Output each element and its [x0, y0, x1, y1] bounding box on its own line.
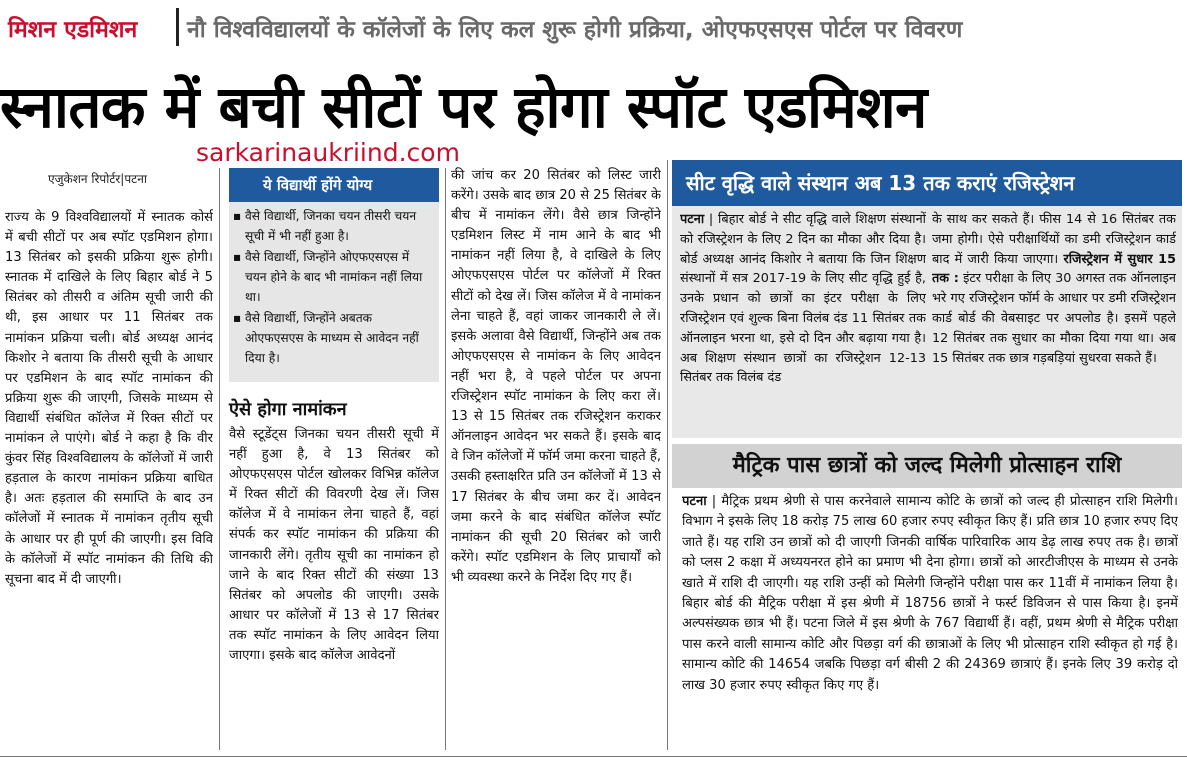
incentive-story-dateline: पटना	[682, 494, 707, 509]
main-story-column-1	[5, 208, 213, 758]
eligibility-item: ▪ वैसे विद्यार्थी, जिन्होंने अबतक ओएफएसएस के माध्यम से आवेदन नहीं दिया है।	[233, 308, 433, 368]
eligibility-list	[229, 206, 439, 368]
incentive-story-text: मैट्रिक प्रथम श्रेणी से पास करनेवाले सामान्य कोटि के छात्रों को जल्द ही प्रोत्साहन राशि मिलेगी। विभाग ने इसके लिए 18 करोड़ 75 लाख 60 हजार रुपए स्वीकृत किए हैं। प्रति छात्र 10 हजार रुपए दिए जाते हैं। यह राशि उन छात्रों को दी जाएगी जिनकी वार्षिक पारिवारिक आय डेढ़ लाख रुपए तक है। छात्रों को प्लस 2 कक्षा में अध्ययनरत होने का प्रमाण भी देना होगा। छात्रों को आरटीजीएस के माध्यम से उनके खाते में राशि दी जाएगी। यह राशि उन्हीं को मिलेगी जिन्होंने परीक्षा पास कर 11वीं में नामांकन लिया है। बिहार बोर्ड की मैट्रिक परीक्षा में इस श्रेणी में 18756 छात्रों ने फर्स्ट डिविजन से पास किया है। इनमें अल्पसंख्यक छात्र भी हैं। पटना जिले में इस श्रेणी के 767 विद्यार्थी हैं। वहीं, प्रथम श्रेणी से मैट्रिक परीक्षा पास करने वाली सामान्य कोटि और पिछड़ा वर्ग की छात्राओं के लिए भी प्रोत्साहन राशि स्वीकृत हो गई है। सामान्य कोटि की 14654 जबकि पिछड़ा वर्ग बीसी 2 की 24369 छात्राएं हैं। इनके लिए 39 करोड़ दो लाख 30 हजार रुपए स्वीकृत किए गए हैं।	[682, 494, 1178, 693]
incentive-story-body: पटना | मैट्रिक प्रथम श्रेणी से पास करनेवाले सामान्य कोटि के छात्रों को जल्द ही प्रोत्साहन राशि मिलेगी। विभाग ने इसके लिए 18 करोड़ 75 लाख 60 हजार रुपए स्वीकृत किए हैं। प्रति छात्र 10 हजार रुपए दिए जाते हैं। यह राशि उन छात्रों को दी जाएगी जिनकी वार्षिक पारिवारिक आय डेढ़ लाख रुपए तक है। छात्रों को प्लस 2 कक्षा में अध्ययनरत होने का प्रमाण भी देना होगा। छात्रों को आरटीजीएस के माध्यम से उनके खाते में राशि दी जाएगी। यह राशि उन्हीं को मिलेगी जिन्होंने परीक्षा पास कर 11वीं में नामांकन लिया है। बिहार बोर्ड की मैट्रिक परीक्षा में इस श्रेणी में 18756 छात्रों ने फर्स्ट डिविजन से पास किया है। इनमें अल्पसंख्यक छात्र भी हैं। पटना जिले में इस श्रेणी के 767 विद्यार्थी हैं। वहीं, प्रथम श्रेणी से मैट्रिक परीक्षा पास करने वाली सामान्य कोटि और पिछड़ा वर्ग की छात्राओं के लिए भी प्रोत्साहन राशि स्वीकृत हो गई है। सामान्य कोटि की 14654 जबकि पिछड़ा वर्ग बीसी 2 की 24369 छात्राएं हैं। इनके लिए 39 करोड़ दो लाख 30 हजार रुपए स्वीकृत किए गए हैं।	[682, 494, 1178, 693]
column-divider	[445, 168, 446, 750]
seat-story-subhead: रजिस्ट्रेशन में सुधार 15 तक :	[932, 251, 1176, 287]
seat-story-column-1: पटना | बिहार बोर्ड ने सीट वृद्धि वाले शिक्षण संस्थानों को रजिस्ट्रेशन के लिए 2 दिन का मौका और दिया है। बोर्ड अध्यक्ष आनंद किशोर ने बताया कि जिन शिक्षण संस्थानों में सत्र 2017-19 के लिए सीट वृद्धि हुई है, उनके प्रधान को छात्रों का इंटर परीक्षा के लिए रजिस्ट्रेशन एवं शुल्क बिना विलंब दंड 11 सितंबर तक ऑनलाइन भरना था, इसे दो दिन और बढ़ाया गया है। अब शिक्षण संस्थान छात्रों का रजिस्ट्रेशन 12-13 सितंबर तक विलंब दंड	[680, 212, 926, 386]
seat-story-col2-text-b: इंटर परीक्षा के लिए 30 अगस्त तक ऑनलाइन भरे गए रजिस्ट्रेशन फॉर्म के आधार पर डमी रजिस्ट्रेशन कार्ड बोर्ड की वेबसाइट पर अपलोड है। इसमें पहले 12 सितंबर तक सुधार का मौका दिया गया था। अब 15 सितंबर तक छात्र गड़बड़ियां सुधरवा सकते हैं।	[932, 271, 1176, 366]
kicker-text: नौ विश्वविद्यालयों के कॉलेजों के लिए कल शुरू होगी प्रक्रिया, ओएफएसएस पोर्टल पर विवरण	[187, 17, 963, 43]
seat-story-title: सीट वृद्धि वाले संस्थान अब 13 तक कराएं रजिस्ट्रेशन	[672, 160, 1182, 206]
column-divider	[219, 168, 220, 750]
column-divider	[667, 160, 668, 750]
watermark-text: sarkarinaukriind.com	[196, 138, 460, 167]
main-story-col2-text: वैसे स्टूडेंट्स जिनका चयन तीसरी सूची में नहीं हुआ है, वे 13 सितंबर को ओएफएसएस पोर्टल खोलकर विभिन्न कॉलेज में रिक्त सीटों की विवरणी देख लें। जिस कॉलेज में वे नामांकन लेना चाहते हैं, वहां संपर्क कर स्पॉट नामांकन की प्रक्रिया की जानकारी लेंगे। तृतीय सूची का नामांकन हो जाने के बाद रिक्त सीटों की संख्या 13 सितंबर को अपलोड की जाएगी। उसके आधार पर कॉलेजों में 13 से 17 सितंबर तक स्पॉट नामांकन के लिए आवेदन लिया जाएगा। इसके बाद कॉलेज आवेदनों	[229, 427, 439, 664]
seat-story-col2-text: के साथ कर सकते हैं। फीस 14 से 16 सितंबर तक जमा होगी। ऐसे परीक्षार्थियों का डमी रजिस्ट्रेशन कार्ड बाद में जारी किया जाएगा।	[932, 212, 1176, 267]
main-story-col1-text: राज्य के 9 विश्वविद्यालयों में स्नातक कोर्स में बची सीटों पर अब स्पॉट एडमिशन होगा। 13 सितंबर को इसकी प्रक्रिया शुरू होगी। स्नातक में दाखिले के लिए बिहार बोर्ड ने 5 सितंबर को तीसरी व अंतिम सूची जारी की थी, इस आधार पर 11 सितंबर तक नामांकन प्रक्रिया चली। बोर्ड अध्यक्ष आनंद किशोर ने बताया कि तीसरी सूची के आधार पर एडमिशन के बाद स्पॉट नामांकन की प्रक्रिया शुरू की जाएगी, जिसके माध्यम से विद्यार्थी संबंधित कॉलेज में रिक्त सीटों पर नामांकन ले पाएंगे। बोर्ड ने कहा है कि वीर कुंवर सिंह विश्वविद्यालय के कॉलेजों में जारी हड़ताल के कारण नामांकन प्रक्रिया बाधित है। अतः हड़ताल की समाप्ति के बाद उन कॉलेजों में स्नातक में नामांकन तृतीय सूची के आधार पर ही पूर्ण की जाएगी। इस विवि के कॉलेजों में स्पॉट नामांकन की तिथि की सूचना बाद में दी जाएगी।	[5, 210, 213, 587]
headline: स्नातक में बची सीटों पर होगा स्पॉट एडमिशन	[0, 73, 927, 141]
kicker-label: मिशन एडमिशन	[8, 17, 138, 43]
main-story-col3-text: की जांच कर 20 सितंबर को लिस्ट जारी करेंगे। उसके बाद छात्र 20 से 25 सितंबर के बीच में नामांकन लेंगे। वैसे छात्र जिन्होंने एडमिशन लिस्ट में नाम आने के बाद भी नामांकन नहीं लिया है, वे दाखिले के लिए ओएफएसएस पोर्टल पर कॉलेजों में रिक्त सीटों को देख लें। जिस कॉलेज में वे नामांकन लेना चाहते हैं, वहां जाकर जानकारी ले लें। इसके अलावा वैसे विद्यार्थी, जिन्होंने अब तक ओएफएसएस से नामांकन के लिए आवेदन नहीं भरा है, वे पहले पोर्टल पर अपना रजिस्ट्रेशन स्पॉट नामांकन के लिए करा लें। 13 से 15 सितंबर तक रजिस्ट्रेशन कराकर ऑनलाइन आवेदन भर सकते हैं। इसके बाद वे जिन कॉलेजों में फॉर्म जमा करना चाहते हैं, उसकी हस्ताक्षरित प्रति उन कॉलेजों में 13 से 17 सितंबर के बीच जमा कर दें। आवेदन जमा करने के बाद संबंधित कॉलेज स्पॉट नामांकन की सूची 20 सितंबर को जारी करेंगे। स्पॉट एडमिशन के लिए प्राचार्यों को भी व्यवस्था करने के निर्देश दिए गए हैं।	[451, 168, 661, 585]
seat-story-column-2	[932, 210, 1176, 438]
eligibility-item: ▪ वैसे विद्यार्थी, जिन्होंने ओएफएसएस में चयन होने के बाद भी नामांकन नहीं लिया था।	[233, 247, 433, 307]
incentive-story-title: मैट्रिक पास छात्रों को जल्द मिलेगी प्रोत्साहन राशि	[672, 444, 1182, 488]
main-story-column-2	[229, 425, 439, 755]
main-story-column-3	[451, 166, 661, 756]
seat-story-col1-text: बिहार बोर्ड ने सीट वृद्धि वाले शिक्षण संस्थानों को रजिस्ट्रेशन के लिए 2 दिन का मौका और दिया है। बोर्ड अध्यक्ष आनंद किशोर ने बताया कि जिन शिक्षण संस्थानों में सत्र 2017-19 के लिए सीट वृद्धि हुई है, उनके प्रधान को छात्रों का इंटर परीक्षा के लिए रजिस्ट्रेशन एवं शुल्क बिना विलंब दंड 11 सितंबर तक ऑनलाइन भरना था, इसे दो दिन और बढ़ाया गया है। अब शिक्षण संस्थान छात्रों का रजिस्ट्रेशन 12-13 सितंबर तक विलंब दंड	[680, 212, 926, 386]
eligibility-item: ▪ वैसे विद्यार्थी, जिनका चयन तीसरी चयन सूची में भी नहीं हुआ है।	[233, 206, 433, 246]
kicker-divider	[176, 8, 179, 46]
seat-story-dateline: पटना	[680, 212, 705, 227]
bottom-rule	[0, 756, 1187, 757]
eligibility-box	[229, 168, 439, 382]
byline: एजुकेशन रिपोर्टर|पटना	[48, 172, 147, 186]
kicker-line	[0, 0, 1187, 54]
eligibility-box-title: ये विद्यार्थी होंगे योग्य	[229, 168, 439, 202]
section-subhead: ऐसे होगा नामांकन	[229, 399, 347, 420]
